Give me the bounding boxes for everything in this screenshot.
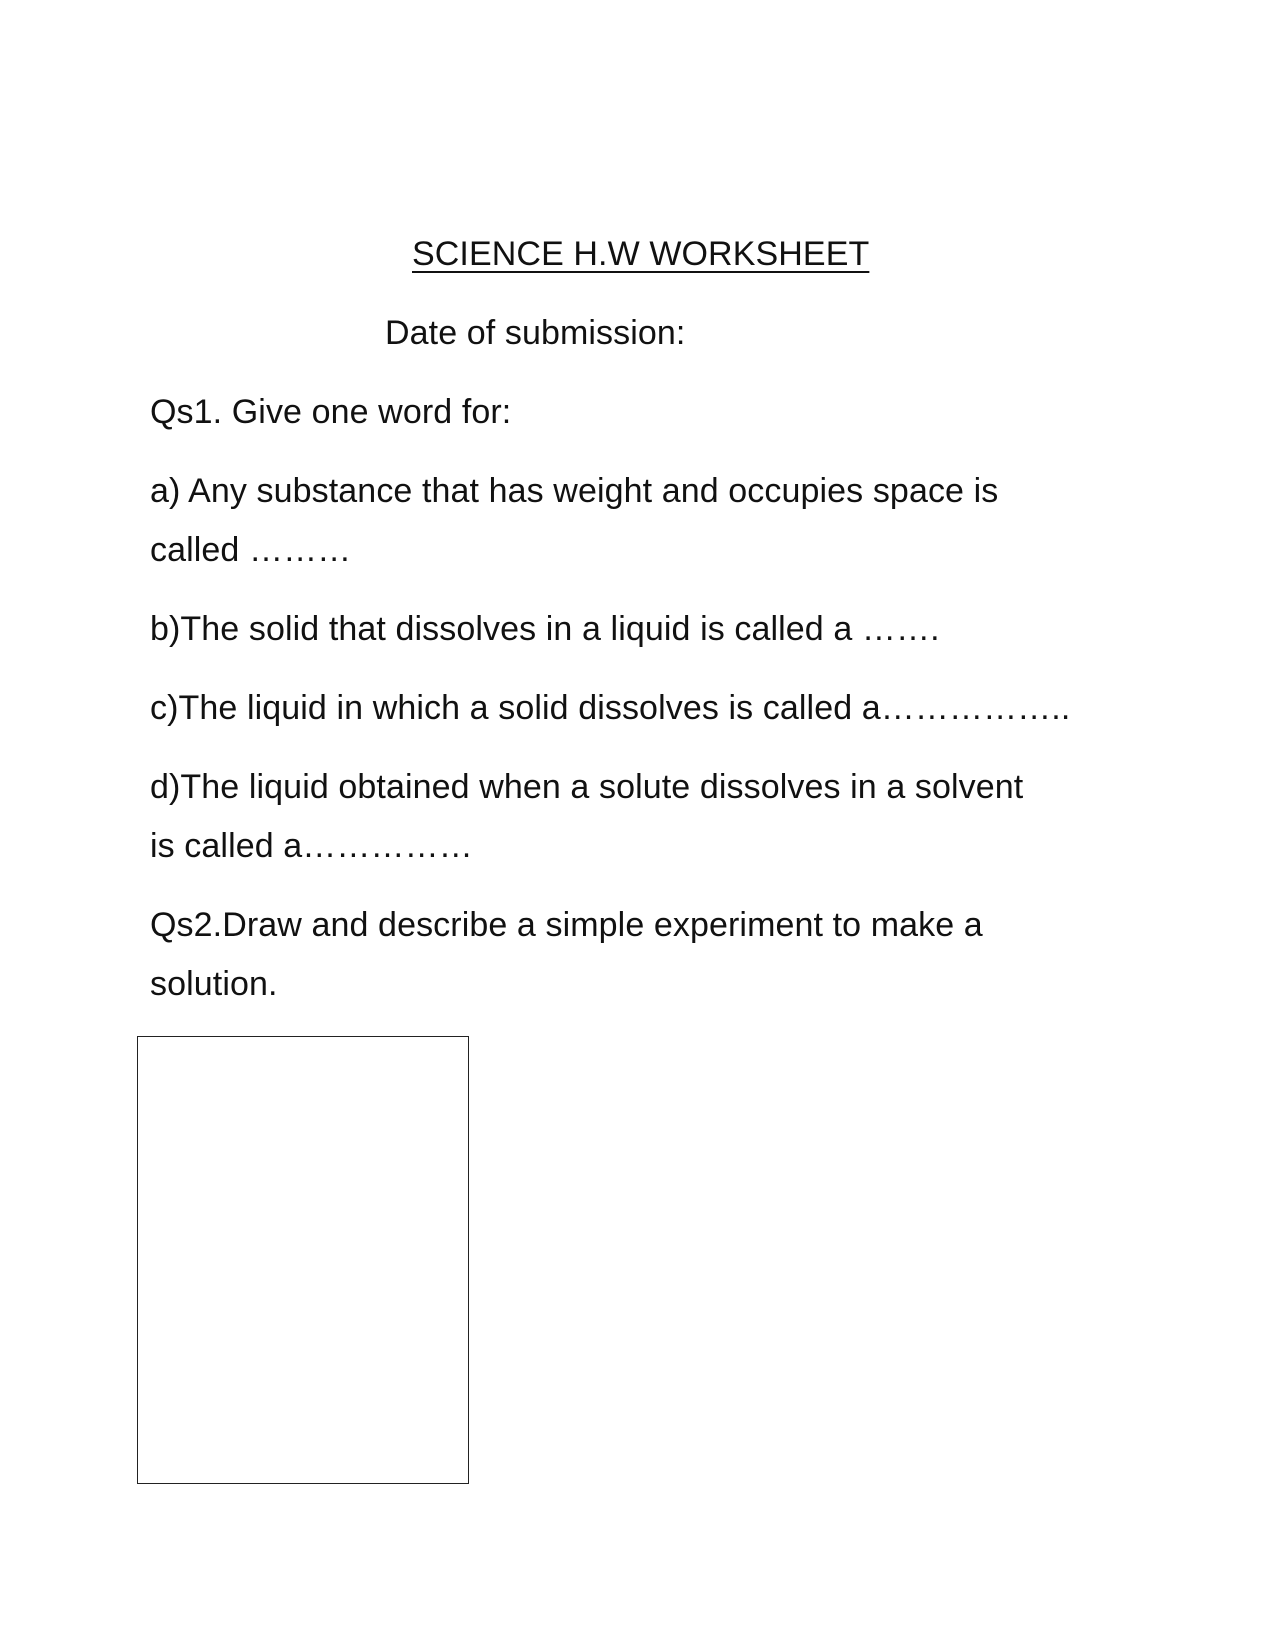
question-1a-line-1: a) Any substance that has weight and occupies space is xyxy=(150,472,999,510)
question-1-heading: Qs1. Give one word for: xyxy=(150,393,512,431)
question-1d-line-2: is called a…………… xyxy=(150,827,473,865)
question-2-line-1: Qs2.Draw and describe a simple experiment to make a xyxy=(150,906,983,944)
question-1a-line-2: called ……… xyxy=(150,531,352,569)
submission-date-label: Date of submission: xyxy=(385,314,686,352)
question-2-line-2: solution. xyxy=(150,965,278,1003)
question-1c: c)The liquid in which a solid dissolves is called a…………….. xyxy=(150,689,1071,727)
question-1d-line-1: d)The liquid obtained when a solute dissolves in a solvent xyxy=(150,768,1024,806)
worksheet-title: SCIENCE H.W WORKSHEET xyxy=(412,235,870,273)
drawing-answer-box[interactable] xyxy=(137,1036,469,1484)
question-1b: b)The solid that dissolves in a liquid is called a ……. xyxy=(150,610,940,648)
